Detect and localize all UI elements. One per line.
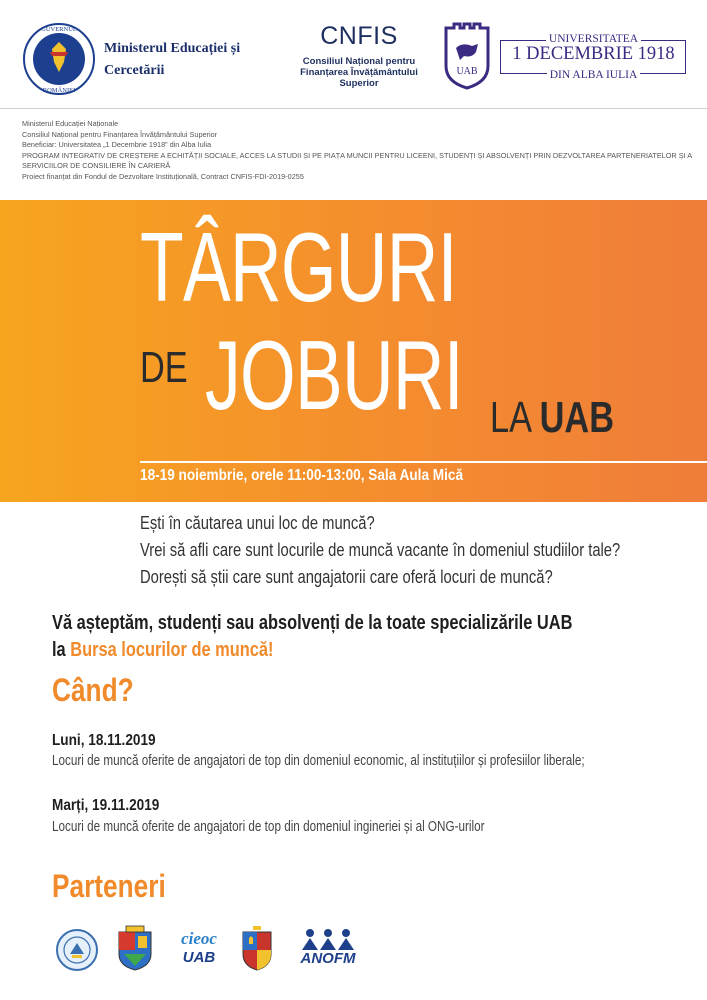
government-seal-icon	[22, 22, 96, 96]
anofm-logo-icon	[288, 928, 368, 972]
invite-line-1: Vă așteptăm, studenți sau absolvenți de la toate specializările UAB	[52, 612, 573, 634]
project-info-line: PROGRAM INTEGRATIV DE CREȘTERE A ECHITĂȚII SOCIALE, ACCES LA STUDII ȘI PE PIAȚA MUNCII PENTRU LICEENI, STUDENȚI ȘI ABSOLVENȚI PRIN DEZVOLTAREA PARTENERIATELOR ȘI A SERVICIILOR DE CONSILIERE ÎN CARIERĂ	[22, 150, 692, 170]
anofm-logo-text: ANOFM	[300, 950, 356, 967]
day-1-text: Locuri de muncă oferite de angajatori de top din domeniul economic, al instituțiilor și profesiilor liberale;	[52, 752, 585, 769]
banner-title-targuri: TÂRGURI	[140, 212, 457, 322]
cnfis-sub-line-2: Finanțarea Învățământului	[300, 67, 418, 78]
ministry-line-1: Ministerul Educației și	[104, 41, 241, 56]
uab-line-1: UNIVERSITATEA	[500, 33, 687, 45]
day-1-title: Luni, 18.11.2019	[52, 732, 156, 749]
cieoc-uab-text: UAB	[182, 949, 216, 966]
county-coat-of-arms-icon	[116, 924, 154, 972]
day-2-text: Locuri de muncă oferite de angajatori de top din domeniul ingineriei și al ONG-urilor	[52, 818, 485, 835]
project-info-line: Beneficiar: Universitatea „1 Decembrie 1918” din Alba Iulia	[22, 140, 212, 149]
uab-shield-text: UAB	[456, 66, 478, 77]
day-2-title: Marți, 19.11.2019	[52, 797, 160, 814]
banner-title-la-uab	[490, 393, 614, 443]
when-heading: Când?	[52, 672, 134, 708]
question-2: Vrei să afli care sunt locurile de muncă vacante în domeniul studiilor tale?	[140, 540, 621, 560]
seal-bottom-text: ROMÂNIEI	[42, 87, 76, 94]
cnfis-sub-line-1: Consiliul Național pentru	[302, 56, 416, 67]
banner-la: LA	[490, 393, 531, 442]
project-info	[22, 119, 707, 182]
uab-line-3: DIN ALBA IULIA	[500, 69, 687, 81]
partners-heading: Parteneri	[52, 868, 166, 904]
round-seal-icon	[55, 928, 99, 972]
question-1: Ești în căutarea unui loc de muncă?	[140, 513, 375, 533]
banner-title-de: DE	[140, 343, 188, 392]
uab-shield-icon	[442, 22, 492, 90]
cnfis-logo-text: CNFIS	[320, 22, 398, 50]
uab-line-2: 1 DECEMBRIE 1918	[512, 44, 675, 64]
cnfis-sub-line-3: Superior	[339, 78, 379, 89]
invite-prefix: la	[52, 639, 71, 661]
banner-title-joburi: JOBURI	[205, 320, 463, 430]
cnfis-subtitle	[292, 56, 426, 89]
ministry-line-2: Cercetării	[104, 63, 165, 78]
banner-rule	[140, 461, 707, 463]
event-date-location: 18-19 noiembrie, orele 11:00-13:00, Sala Aula Mică	[140, 467, 464, 484]
banner-uab: UAB	[539, 393, 614, 442]
church-coat-of-arms-icon	[240, 924, 274, 972]
project-info-line: Consiliul Național pentru Finanțarea Învățământului Superior	[22, 129, 218, 139]
header-divider	[0, 108, 707, 109]
cieoc-logo-icon	[170, 930, 228, 968]
invite-highlight: Bursa locurilor de muncă!	[70, 639, 274, 661]
cieoc-logo-text: cieoc	[181, 929, 217, 948]
ministry-name	[104, 38, 240, 82]
project-info-line: Ministerul Educației Naționale	[22, 119, 119, 128]
invite-line-2	[52, 639, 273, 662]
project-info-line: Proiect finanțat din Fondul de Dezvoltare Instituțională, Contract CNFIS-FDI-2019-0255	[22, 171, 304, 181]
anofm-people-icon	[298, 928, 358, 950]
seal-top-text: GUVERNUL	[41, 26, 77, 33]
question-3: Dorești să știi care sunt angajatorii care oferă locuri de muncă?	[140, 567, 553, 587]
